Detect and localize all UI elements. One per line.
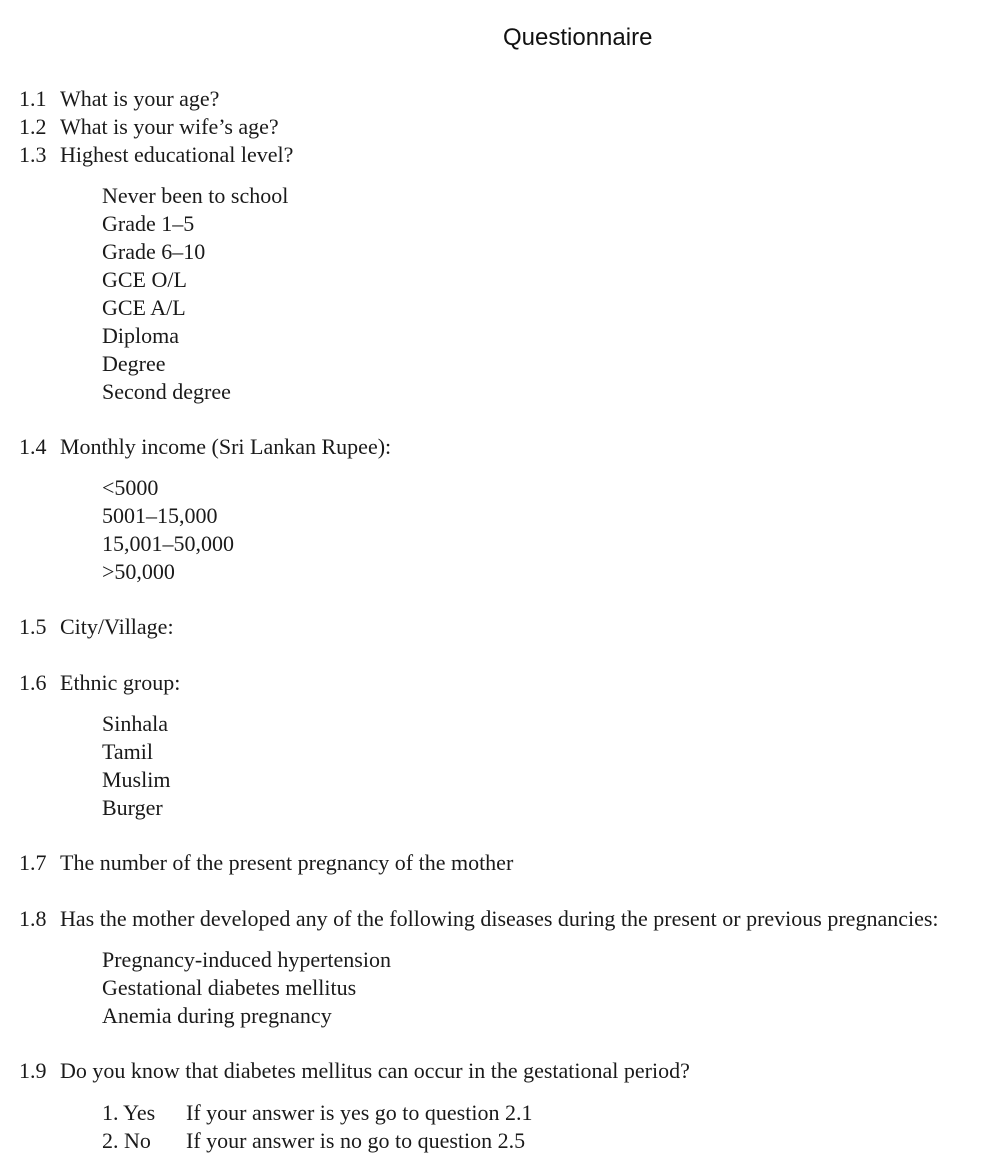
question-1-2 xyxy=(19,113,279,141)
question-number: 1.7 xyxy=(19,850,47,875)
question-number: 1.6 xyxy=(19,670,47,695)
option-item[interactable]: GCE O/L xyxy=(102,267,187,292)
option-item[interactable]: Never been to school xyxy=(102,183,289,208)
question-1-3 xyxy=(19,141,293,169)
answer-instruction: If your answer is yes go to question 2.1 xyxy=(186,1100,533,1125)
option-item[interactable]: Degree xyxy=(102,351,166,376)
option-item[interactable]: Grade 1–5 xyxy=(102,211,195,236)
question-text: Do you know that diabetes mellitus can occur in the gestational period? xyxy=(60,1058,690,1083)
question-1-8 xyxy=(19,905,939,933)
option-item[interactable]: Diploma xyxy=(102,323,179,348)
question-text: What is your wife’s age? xyxy=(60,114,279,139)
question-1-9 xyxy=(19,1057,690,1085)
income-options xyxy=(102,474,234,586)
question-text: What is your age? xyxy=(60,86,220,111)
question-1-4 xyxy=(19,433,391,461)
question-number: 1.2 xyxy=(19,114,47,139)
question-number: 1.3 xyxy=(19,142,47,167)
option-item[interactable]: 5001–15,000 xyxy=(102,503,218,528)
disease-options xyxy=(102,946,391,1030)
answer-label: 1. Yes xyxy=(102,1100,156,1125)
option-item[interactable]: Tamil xyxy=(102,739,154,764)
answer-instruction: If your answer is no go to question 2.5 xyxy=(186,1128,526,1153)
answer-option-no[interactable] xyxy=(102,1127,532,1155)
answer-label: 2. No xyxy=(102,1128,151,1153)
question-1-5 xyxy=(19,613,174,641)
question-text: Ethnic group: xyxy=(60,670,181,695)
question-text: Highest educational level? xyxy=(60,142,294,167)
option-item[interactable]: Grade 6–10 xyxy=(102,239,206,264)
education-options xyxy=(102,182,288,406)
question-number: 1.4 xyxy=(19,434,47,459)
question-text: The number of the present pregnancy of the mother xyxy=(60,850,514,875)
question-1-6 xyxy=(19,669,180,697)
ethnic-options xyxy=(102,710,170,822)
option-item[interactable]: Second degree xyxy=(102,379,231,404)
question-number: 1.1 xyxy=(19,86,47,111)
option-item[interactable]: Pregnancy-induced hypertension xyxy=(102,947,391,972)
option-item[interactable]: Muslim xyxy=(102,767,171,792)
question-text: Monthly income (Sri Lankan Rupee): xyxy=(60,434,392,459)
option-item[interactable]: Gestational diabetes mellitus xyxy=(102,975,357,1000)
option-item[interactable]: Burger xyxy=(102,795,163,820)
question-number: 1.8 xyxy=(19,906,47,931)
question-text: Has the mother developed any of the following diseases during the present or previous pregnancies: xyxy=(60,906,939,931)
question-1-1 xyxy=(19,85,219,113)
option-item[interactable]: 15,001–50,000 xyxy=(102,531,234,556)
question-number: 1.5 xyxy=(19,614,47,639)
answer-option-yes[interactable] xyxy=(102,1099,532,1127)
answer-options xyxy=(102,1099,532,1155)
option-item[interactable]: Sinhala xyxy=(102,711,168,736)
page-title: Questionnaire xyxy=(503,24,653,51)
option-item[interactable]: Anemia during pregnancy xyxy=(102,1003,332,1028)
option-item[interactable]: >50,000 xyxy=(102,559,175,584)
option-item[interactable]: GCE A/L xyxy=(102,295,186,320)
question-1-7 xyxy=(19,849,513,877)
question-number: 1.9 xyxy=(19,1058,47,1083)
question-text: City/Village: xyxy=(60,614,174,639)
option-item[interactable]: <5000 xyxy=(102,475,159,500)
